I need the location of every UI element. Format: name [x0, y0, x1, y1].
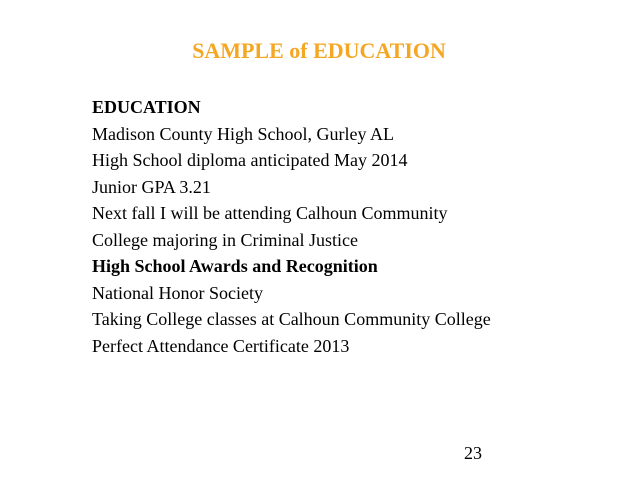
slide-title: SAMPLE of EDUCATION	[192, 38, 446, 63]
awards-line: Perfect Attendance Certificate 2013	[92, 335, 350, 356]
education-line: College majoring in Criminal Justice	[92, 229, 358, 250]
education-line: Next fall I will be attending Calhoun Community	[92, 203, 448, 223]
education-line: High School diploma anticipated May 2014	[92, 150, 408, 170]
slide-body	[92, 94, 612, 359]
awards-line: National Honor Society	[92, 282, 263, 303]
education-line: Junior GPA 3.21	[92, 176, 211, 197]
education-line: Madison County High School, Gurley AL	[92, 123, 394, 144]
page-number: 23	[464, 443, 482, 463]
awards-line: Taking College classes at Calhoun Community College	[92, 309, 491, 329]
awards-heading: High School Awards and Recognition	[92, 256, 378, 276]
education-heading: EDUCATION	[92, 97, 201, 117]
